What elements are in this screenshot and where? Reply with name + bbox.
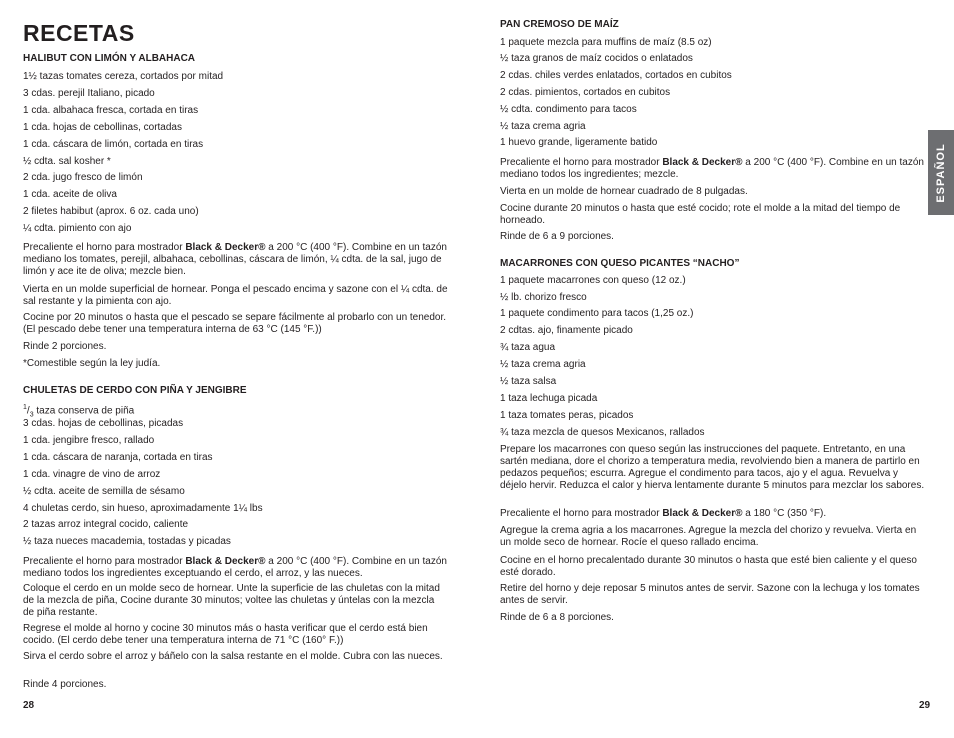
page-number-right: 29 [919, 700, 931, 711]
ingredient: ½ lb. chorizo fresco [500, 292, 587, 303]
ingredient: 1 cda. cáscara de naranja, cortada en tiras [23, 452, 213, 463]
page-number-left: 28 [23, 700, 35, 711]
instruction: Regrese el molde al horno y cocine 30 minutos más o hasta verificar que el cerdo está bien cocido. (El cerdo debe tener una temperatura interna de 71 °C (160° F.)) [23, 623, 428, 646]
brand-name: Black & Decker® [185, 556, 266, 567]
instruction: Vierta en un molde superficial de hornear. Ponga el pescado encima y sazone con el ¼ cdta. de sal restante y la pimienta con ajo. [23, 284, 448, 307]
ingredient: ½ taza crema agria [500, 121, 586, 132]
ingredient: 1 taza lechuga picada [500, 393, 598, 404]
ingredient: 4 chuletas cerdo, sin hueso, aproximadamente 1¼ lbs [23, 503, 263, 514]
language-tab-label: ESPAÑOL [935, 142, 947, 203]
ingredient: 1 cda. jengibre fresco, rallado [23, 435, 155, 446]
instruction: Cocine durante 20 minutos o hasta que esté cocido; rote el molde a la mitad del tiempo de horneado. [500, 203, 901, 226]
ingredient: 2 cdtas. ajo, finamente picado [500, 325, 633, 336]
ingredient: 1 huevo grande, ligeramente batido [500, 137, 658, 148]
ingredient: ½ taza salsa [500, 376, 557, 387]
instruction: Precaliente el horno para mostrador Black & Decker® a 200 °C (400 °F). Combine en un tazón mediano todos los ingredientes exceptuando el cerdo, el arroz, y las nueces. [23, 556, 447, 579]
page-title: RECETAS [23, 20, 135, 46]
ingredient: 1 paquete mezcla para muffins de maíz (8.5 oz) [500, 37, 712, 48]
instruction: Agregue la crema agria a los macarrones. Agregue la mezcla del chorizo y revuelva. Vierta en un molde seco de hornear. Rocíe el queso rallado encima. [500, 525, 917, 548]
ingredient: ½ taza nueces macademia, tostadas y picadas [23, 536, 231, 547]
language-tab [928, 130, 954, 215]
ingredient: 1 cda. cáscara de limón, cortada en tiras [23, 139, 204, 150]
instruction: Precaliente el horno para mostrador Black & Decker® a 180 °C (350 °F). [500, 508, 827, 519]
servings: Rinde de 6 a 9 porciones. [500, 231, 614, 242]
instruction: Cocine en el horno precalentado durante 30 minutos o hasta que esté bien caliente y el queso esté dorado. [500, 555, 917, 578]
brand-name: Black & Decker® [185, 242, 266, 253]
ingredient: $^1/_3$ taza conserva de piña [23, 404, 135, 419]
ingredient: 2 filetes habibut (aprox. 6 oz. cada uno) [23, 206, 199, 217]
ingredient: ½ taza crema agria [500, 359, 586, 370]
instruction: Sirva el cerdo sobre el arroz y báñelo con la salsa restante en el molde. Cubra con las nueces. [23, 651, 443, 662]
instruction: Precaliente el horno para mostrador Black & Decker® a 200 °C (400 °F). Combine en un tazón mediano todos los ingredientes; mezcle. [500, 157, 924, 180]
ingredient: 1 cda. aceite de oliva [23, 189, 117, 200]
servings: Rinde 4 porciones. [23, 679, 107, 690]
ingredient: ½ taza granos de maíz cocidos o enlatados [500, 53, 693, 64]
ingredient: 1 cda. vinagre de vino de arroz [23, 469, 161, 480]
ingredient: 3 cdas. hojas de cebollinas, picadas [23, 418, 184, 429]
ingredient: ¾ taza agua [500, 342, 556, 353]
recipe-title-pork: CHULETAS DE CERDO CON PIÑA Y JENGIBRE [23, 385, 247, 396]
ingredient: 1 cda. hojas de cebollinas, cortadas [23, 122, 182, 133]
servings: Rinde de 6 a 8 porciones. [500, 612, 614, 623]
instruction: Cocine por 20 minutos o hasta que el pescado se separe fácilmente al probarlo con un tenedor. (El pescado debe tener una temperatura interna de 63 °C (145 °F.)) [23, 312, 447, 335]
recipe-title-halibut: HALIBUT CON LIMÓN Y ALBAHACA [23, 53, 196, 64]
brand-name: Black & Decker® [662, 508, 743, 519]
ingredient: ½ cdta. aceite de semilla de sésamo [23, 486, 185, 497]
ingredient: 2 tazas arroz integral cocido, caliente [23, 519, 189, 530]
ingredient: ¾ taza mezcla de quesos Mexicanos, rallados [500, 427, 705, 438]
ingredient: 1 cda. albahaca fresca, cortada en tiras [23, 105, 199, 116]
servings: Rinde 2 porciones. [23, 341, 107, 352]
recipe-title-corn: PAN CREMOSO DE MAÍZ [500, 19, 619, 30]
brand-name: Black & Decker® [662, 157, 743, 168]
instruction: Retire del horno y deje reposar 5 minutos antes de servir. Sazone con la lechuga y los tomates antes de servir. [500, 583, 920, 606]
ingredient: 1 taza tomates peras, picados [500, 410, 634, 421]
ingredient: 1½ tazas tomates cereza, cortados por mitad [23, 71, 224, 82]
footnote: *Comestible según la ley judía. [23, 358, 161, 369]
ingredient: 2 cdas. pimientos, cortados en cubitos [500, 87, 671, 98]
instruction: Vierta en un molde de hornear cuadrado de 8 pulgadas. [500, 186, 748, 197]
ingredient: 2 cda. jugo fresco de limón [23, 172, 143, 183]
ingredient: 3 cdas. perejil Italiano, picado [23, 88, 155, 99]
ingredient: 1 paquete condimento para tacos (1,25 oz.) [500, 308, 694, 319]
instruction: Precaliente el horno para mostrador Black & Decker® a 200 °C (400 °F). Combine en un tazón mediano los tomates, perejil, albahaca, cebollinas, cáscara de limón, ¼ cdta. de la sal, jugo de limón y ace ite de oliva; mezcle bien. [23, 242, 447, 277]
instruction: Coloque el cerdo en un molde seco de hornear. Unte la superficie de las chuletas con la mitad de la mezcla de piña, Cocine durante 30 minutos; voltee las chuletas y úntelas con la mezcla de piña restante. [23, 583, 440, 618]
ingredient: 2 cdas. chiles verdes enlatados, cortados en cubitos [500, 70, 732, 81]
ingredient: ½ cdta. sal kosher * [23, 156, 111, 167]
recipe-title-mac: MACARRONES CON QUESO PICANTES “NACHO” [500, 258, 740, 269]
instruction: Prepare los macarrones con queso según las instrucciones del paquete. Entretanto, en una sartén mediana, dore el chorizo a temperatura media, revolviendo bien a manera de partirlo en pedazos pequeños; escurra. Agregue el condimento para tacos, ajo y el agua. Revuelva y déjelo hervir. Reduzca el calor y hierva lentamente durante 5 minutos para mezclar los sabores. [500, 444, 925, 491]
ingredient: ½ cdta. condimento para tacos [500, 104, 637, 115]
ingredient: 1 paquete macarrones con queso (12 oz.) [500, 275, 686, 286]
ingredient: ¼ cdta. pimiento con ajo [23, 223, 132, 234]
